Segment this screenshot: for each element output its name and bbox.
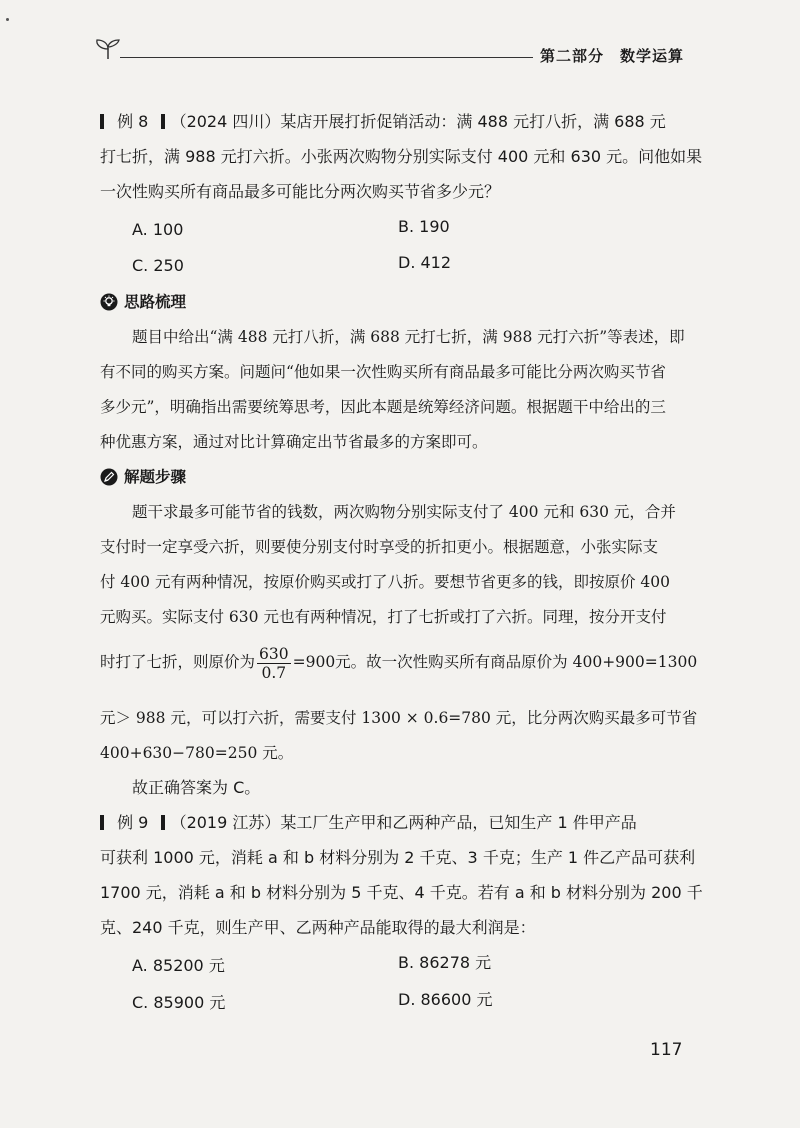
example9-option-d: D. 86600 元 <box>398 990 493 1009</box>
example8-line-3: 一次性购买所有商品最多可能比分两次购买节省多少元？ <box>100 182 501 201</box>
fraction-numerator: 630 <box>259 644 289 663</box>
fraction-denominator: 0.7 <box>261 663 287 682</box>
approach-heading <box>100 290 186 312</box>
approach-heading-label: 思路梳理 <box>124 293 187 311</box>
header-section-title: 第二部分 数学运算 <box>540 47 685 65</box>
solution-frac-suffix: =900元。故一次性购买所有商品原价为 400+900=1300 <box>292 653 698 671</box>
approach-line-1: 题目中给出“满 488 元打八折，满 688 元打七折，满 988 元打六折”等表述，即 <box>132 328 685 346</box>
header-rule <box>120 57 533 58</box>
solution-line-2: 支付时一定享受六折，则要使分别支付时享受的折扣更小。根据题意，小张实际支 <box>100 538 659 556</box>
example9-option-a: A. 85200 元 <box>132 956 225 975</box>
example9-line-4: 克、240 千克，则生产甲、乙两种产品能取得的最大利润是： <box>100 918 536 937</box>
page-number: 117 <box>650 1040 683 1060</box>
example9-line-1 <box>100 811 700 835</box>
approach-line-2: 有不同的购买方案。问题问“他如果一次性购买所有商品最多可能比分两次购买节省 <box>100 363 666 381</box>
example9-label: 例 9 <box>117 813 149 832</box>
solution-heading <box>100 465 186 487</box>
example8-line-1 <box>100 110 700 134</box>
example-bar-icon <box>100 815 104 830</box>
solution-line-7: 400+630−780=250 元。 <box>100 744 294 762</box>
example8-option-d: D. 412 <box>398 253 452 272</box>
example8-line-2: 打七折，满 988 元打六折。小张两次购物分别实际支付 400 元和 630 元。问他如果 <box>100 147 703 166</box>
example8-option-a: A. 100 <box>132 220 184 239</box>
solution-line-6: 元＞ 988 元，可以打六折，需要支付 1300 × 0.6=780 元，比分两次购买最多可节省 <box>100 709 698 727</box>
example8-option-b: B. 190 <box>398 217 450 236</box>
lightbulb-icon <box>100 293 118 311</box>
example-bar-icon <box>161 815 165 830</box>
solution-line-4: 元购买。实际支付 630 元也有两种情况，打了七折或打了六折。同理，按分开支付 <box>100 608 667 626</box>
solution-line-1: 题干求最多可能节省的钱数，两次购物分别实际支付了 400 元和 630 元，合并 <box>132 503 676 521</box>
pencil-icon <box>100 468 118 486</box>
example8-text-1: （2024 四川）某店开展打折促销活动：满 488 元打八折，满 688 元 <box>170 112 666 131</box>
solution-heading-label: 解题步骤 <box>124 468 187 486</box>
example-bar-icon <box>100 114 104 129</box>
scan-dot <box>6 18 9 21</box>
example9-text-1: （2019 江苏）某工厂生产甲和乙两种产品，已知生产 1 件甲产品 <box>170 813 637 832</box>
fraction <box>257 645 291 682</box>
example-bar-icon <box>161 114 165 129</box>
solution-line-5 <box>100 642 700 682</box>
solution-line-3: 付 400 元有两种情况，按原价购买或打了八折。要想节省更多的钱，即按原价 400 <box>100 573 670 591</box>
example8-option-c: C. 250 <box>132 256 184 275</box>
example9-option-b: B. 86278 元 <box>398 953 492 972</box>
approach-line-4: 种优惠方案，通过对比计算确定出节省最多的方案即可。 <box>100 433 488 451</box>
solution-answer: 故正确答案为 C。 <box>132 778 261 797</box>
approach-line-3: 多少元”，明确指出需要统筹思考，因此本题是统筹经济问题。根据题干中给出的三 <box>100 398 666 416</box>
example9-line-2: 可获利 1000 元，消耗 a 和 b 材料分别为 2 千克、3 千克；生产 1 件乙产品可获利 <box>100 848 696 867</box>
example9-option-c: C. 85900 元 <box>132 993 226 1012</box>
sprout-icon <box>94 38 122 60</box>
example8-label: 例 8 <box>117 112 149 131</box>
solution-frac-prefix: 时打了七折，则原价为 <box>100 653 256 671</box>
example9-line-3: 1700 元，消耗 a 和 b 材料分别为 5 千克、4 千克。若有 a 和 b 材料分别为 200 千 <box>100 883 703 902</box>
